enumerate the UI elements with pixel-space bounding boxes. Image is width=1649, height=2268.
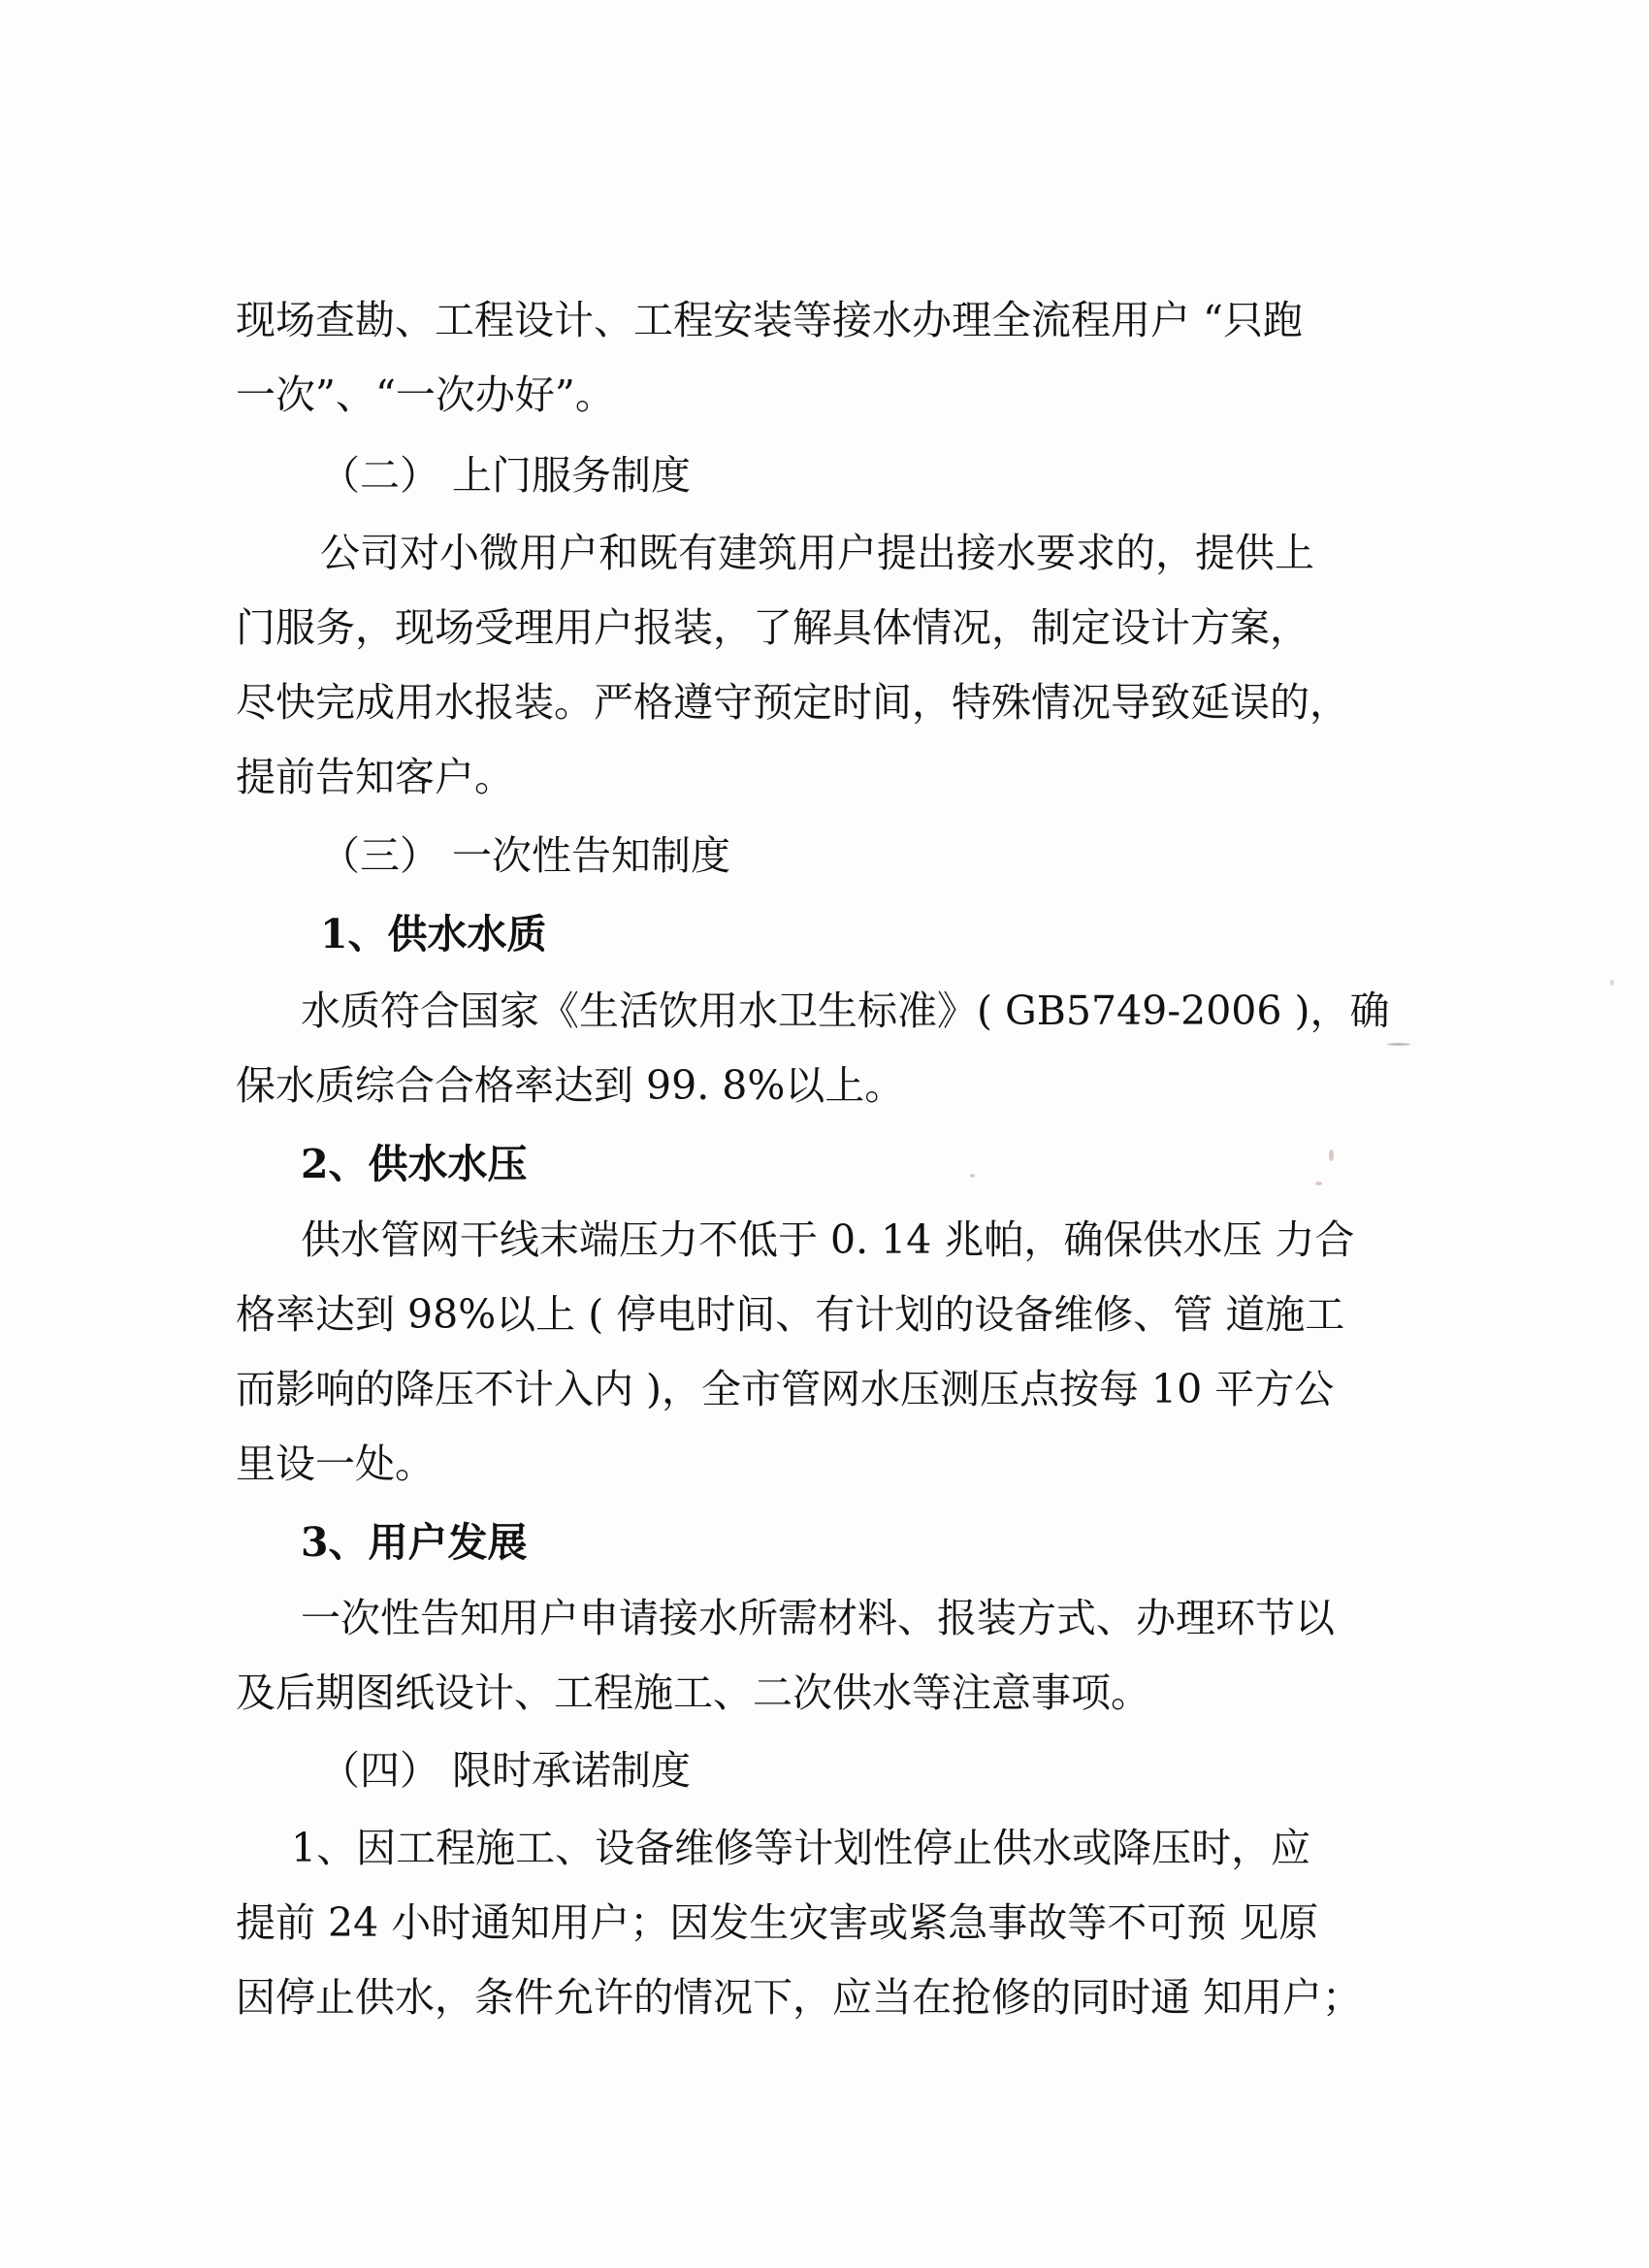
text-line: 水质符合国家《生活饮用水卫生标准》( GB5749-2006 )，确 [301,988,1390,1034]
scan-artifact [1329,1150,1334,1161]
text-line: 而影响的降压不计入内 )，全市管网水压测压点按每 10 平方公 [236,1366,1335,1412]
text-line: 一次性告知用户申请接水所需材料、报装方式、办理环节以 [301,1595,1335,1641]
text-line: 及后期图纸设计、工程施工、二次供水等注意事项。 [236,1669,1150,1716]
scan-artifact [1610,980,1614,986]
scan-artifact [1315,1182,1322,1185]
text-line: 保水质综合合格率达到 99. 8%以上。 [236,1062,905,1109]
section-heading: （四） 限时承诺制度 [320,1747,692,1794]
text-line: 门服务，现场受理用户报装，了解具体情况，制定设计方案， [236,604,1310,651]
section-heading: （二） 上门服务制度 [320,452,692,499]
text-line: 格率达到 98%以上 ( 停电时间、有计划的设备维修、管 道施工 [236,1291,1345,1338]
text-line: 里设一处。 [236,1441,435,1487]
text-line: 提前 24 小时通知用户；因发生灾害或紧急事故等不可预 见原 [236,1899,1319,1946]
text-line: 1、因工程施工、设备维修等计划性停止供水或降压时，应 [291,1825,1311,1871]
text-line: 一次”、“一次办好”。 [236,372,615,418]
text-line: 公司对小微用户和既有建筑用户提出接水要求的，提供上 [320,530,1314,576]
item-heading: 2、供水水压 [301,1141,528,1187]
item-heading: 1、供水水质 [320,911,547,957]
section-heading: （三） 一次性告知制度 [320,832,731,879]
text-line: 尽快完成用水报装。严格遵守预定时间，特殊情况导致延误的， [236,679,1349,726]
scan-artifact [970,1174,975,1178]
item-heading: 3、用户发展 [301,1519,528,1566]
text-line: 因停止供水，条件允许的情况下，应当在抢修的同时通 知用户； [236,1974,1363,2021]
text-line: 提前告知客户。 [236,754,514,800]
scan-artifact [1387,1043,1410,1046]
text-line: 供水管网干线末端压力不低于 0. 14 兆帕，确保供水压 力合 [301,1216,1355,1263]
text-line: 现场查勘、工程设计、工程安装等接水办理全流程用户 “只跑 [236,297,1303,343]
